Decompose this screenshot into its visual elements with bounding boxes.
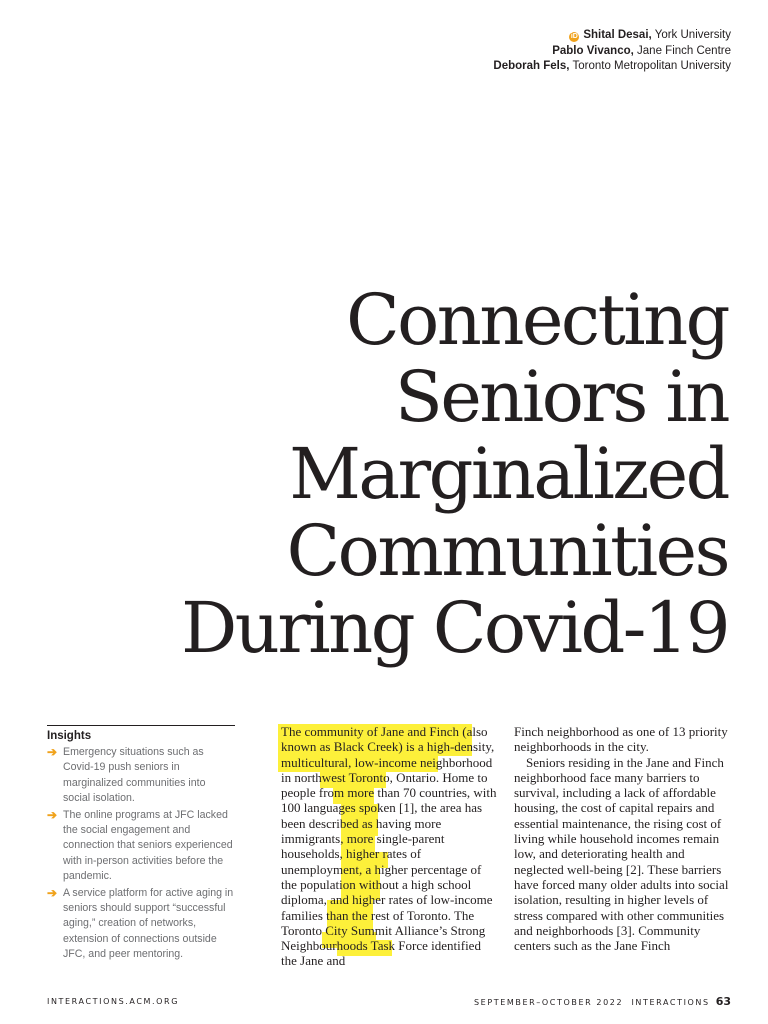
insights-divider	[47, 725, 235, 726]
insight-item	[47, 745, 235, 807]
body-paragraph: Seniors residing in the Jane and Finch neighborhood face many barriers to survival, including a lack of affordable housing, the cost of capital repairs and essential maintenance, the rising cost of living while household incomes remain low, and deteriorating health and neglected well-being [2]. These barriers have forced many older adults into social isolation, resulting in higher levels of stress compared with other communities and neighborhoods [3]. Community centers such as the Jane Finch	[514, 754, 729, 954]
author-block	[493, 28, 731, 75]
insight-text: Emergency situations such as Covid-19 push seniors in marginalized communities into social isolation.	[63, 746, 206, 805]
title-line: Communities	[286, 510, 728, 592]
insight-text: The online programs at JFC lacked the social engagement and connection that seniors experienced with in-person activities before the pandemic.	[63, 808, 233, 883]
author-affiliation: Jane Finch Centre	[637, 44, 731, 57]
insight-item	[47, 886, 235, 963]
insight-item	[47, 808, 235, 885]
footer-url: INTERACTIONS.ACM.ORG	[47, 997, 180, 1006]
insights-list	[47, 745, 235, 963]
arrow-right-icon: ➔	[47, 807, 58, 822]
orcid-icon[interactable]: iD	[570, 33, 578, 40]
body-paragraph: Finch neighborhood as one of 13 priority neighborhoods in the city.	[514, 724, 728, 755]
author-affiliation: York University	[654, 29, 731, 41]
arrow-right-icon: ➔	[47, 885, 58, 900]
insights-heading: Insights	[47, 730, 92, 742]
title-line: Seniors in	[394, 356, 728, 438]
arrow-right-icon: ➔	[47, 745, 58, 759]
insights-box	[47, 725, 235, 964]
author-name: Shital Desai,	[583, 29, 652, 41]
footer-issue-text: SEPTEMBER–OCTOBER 2022 INTERACTIONS	[473, 998, 710, 1007]
author-line	[493, 44, 731, 60]
body-column-1	[281, 724, 499, 969]
insight-text: A service platform for active aging in seniors should support “successful aging,” creation of networks, extension of connections outside JFC, and peer mentoring.	[63, 886, 234, 961]
article-title	[28, 279, 728, 669]
author-name: Pablo Vivanco,	[552, 44, 634, 57]
title-line: Connecting	[346, 279, 728, 361]
body-column-2	[514, 724, 732, 953]
page-number: 63	[715, 995, 731, 1008]
footer-issue	[474, 995, 731, 1008]
author-line	[493, 28, 731, 44]
body-paragraph: The community of Jane and Finch (also known as Black Creek) is a high-density, multicultural, low-income neighborhood in northwest Toronto, Ontario. Home to people from more than 70 countries, with 100 languages spoken [1], the area has been described as having more immigrants, more single-parent households, higher rates of unemployment, a higher percentage of the population without a high school diploma, and higher rates of low-income families than the rest of Toronto. The Toronto City Summit Alliance’s Strong Neighbourhoods Task Force identified the Jane and	[281, 724, 497, 969]
author-line	[493, 59, 731, 75]
author-affiliation: Toronto Metropolitan University	[572, 60, 731, 72]
title-line: During Covid-19	[181, 587, 728, 669]
title-line: Marginalized	[289, 433, 728, 515]
author-name: Deborah Fels,	[493, 60, 570, 72]
